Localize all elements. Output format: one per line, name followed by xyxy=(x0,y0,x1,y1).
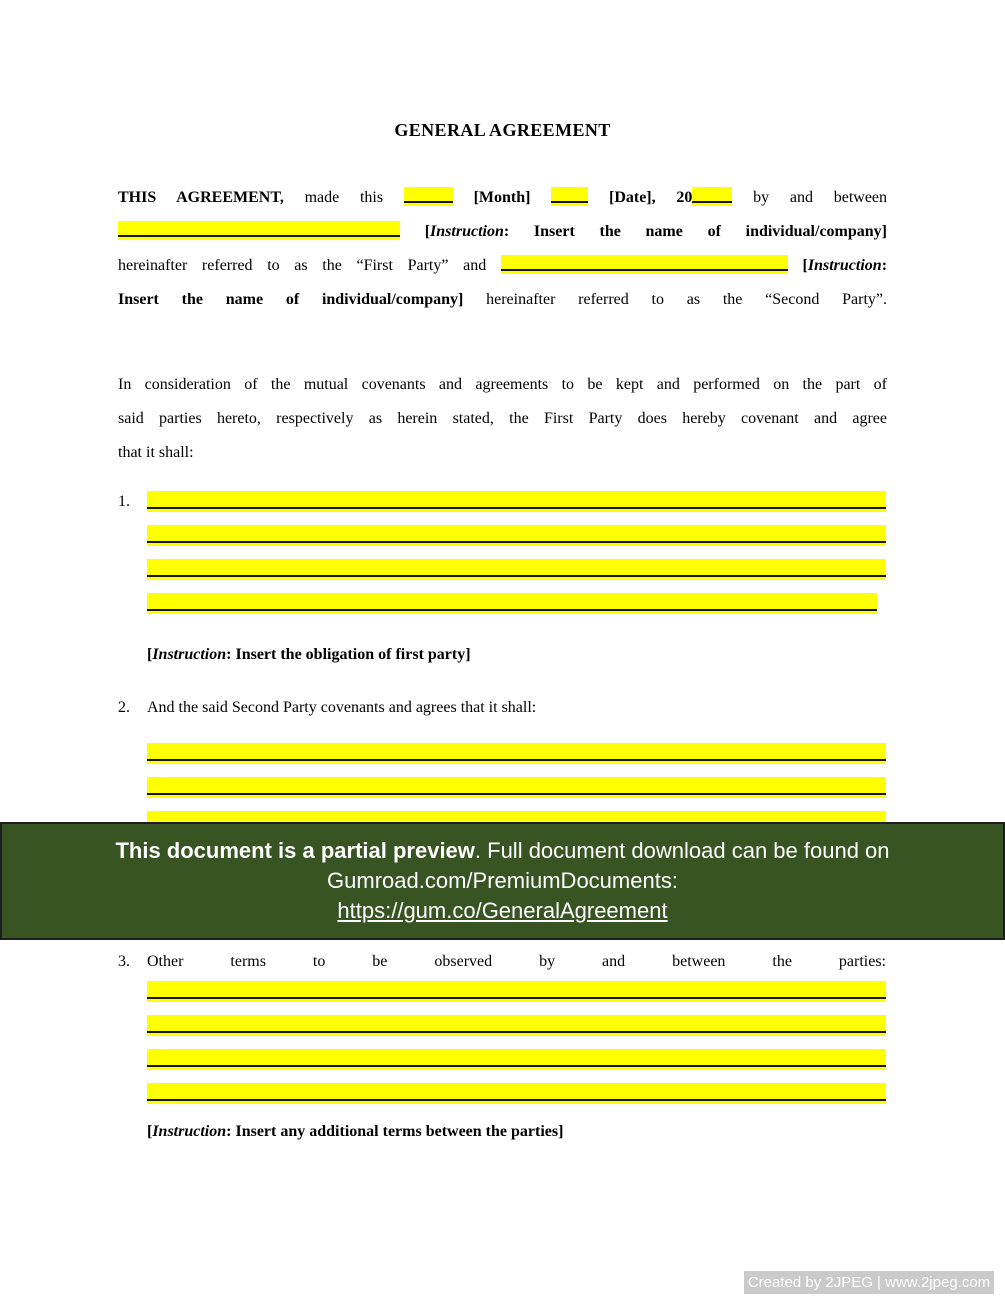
bracket-open: [ xyxy=(147,646,153,663)
opening-line-4 xyxy=(118,283,887,317)
banner-regular-text: . Full document download can be found on xyxy=(474,838,890,863)
banner-line-3 xyxy=(2,896,1003,926)
banner-bold-text: This document is a partial preview xyxy=(115,838,475,863)
bracket-open: [ xyxy=(147,1123,153,1140)
opening-line-1 xyxy=(118,181,887,215)
consideration-line-2: said parties hereto, respectively as herein stated, the First Party does hereby covenant and agree xyxy=(118,410,887,427)
bracket-close: ] xyxy=(458,291,464,308)
opening-line-2 xyxy=(118,215,887,249)
instruction-text: : Insert the name of individual/company] xyxy=(503,223,887,240)
bracket-open: [ xyxy=(802,257,808,274)
instruction-first-party xyxy=(425,223,887,240)
instruction-second-party-end: Insert the name of individual/company xyxy=(118,291,458,308)
year-blank-field xyxy=(692,187,732,206)
instruction-item-1 xyxy=(147,645,471,665)
instruction-word: Instruction xyxy=(152,1123,227,1140)
gumroad-link[interactable]: https://gum.co/GeneralAgreement xyxy=(337,898,668,923)
instruction-text: : Insert the obligation of first party] xyxy=(226,646,471,663)
first-party-reference-text: hereinafter referred to as the “First Party” and xyxy=(118,257,487,274)
day-blank-field xyxy=(404,187,453,206)
first-party-name-blank-field xyxy=(118,221,400,240)
instruction-word: Instruction xyxy=(807,257,882,274)
banner-line-1 xyxy=(2,836,1003,866)
item-2-text: And the said Second Party covenants and agrees that it shall: xyxy=(147,699,537,716)
banner-line-2: Gumroad.com/PremiumDocuments: xyxy=(327,868,678,893)
list-number-2: 2. xyxy=(118,699,130,716)
instruction-text: : Insert any additional terms between the parties] xyxy=(226,1123,564,1140)
page-title: GENERAL AGREEMENT xyxy=(394,120,611,140)
highlighted-blank-line xyxy=(147,491,886,512)
consideration-paragraph xyxy=(118,368,887,470)
date-label: [Date], xyxy=(608,189,656,206)
highlighted-blank-line xyxy=(147,525,886,546)
instruction-word: Instruction xyxy=(430,223,504,240)
watermark: Created by 2JPEG | www.2jpeg.com xyxy=(744,1271,994,1294)
second-party-reference-text: hereinafter referred to as the “Second Party”. xyxy=(486,291,888,308)
instruction-item-3 xyxy=(147,1122,563,1142)
by-and-between-text: by and between xyxy=(753,189,888,206)
year-prefix: 20 xyxy=(676,189,693,206)
month-blank-field xyxy=(551,187,588,206)
opening-paragraph xyxy=(118,181,887,317)
instruction-word: Instruction xyxy=(152,646,227,663)
highlighted-blank-line xyxy=(147,1015,886,1036)
highlighted-blank-line xyxy=(147,1049,886,1070)
consideration-line-3: that it shall: xyxy=(118,444,194,461)
item-3-text: Other terms to be observed by and between the parties: xyxy=(147,953,886,970)
partial-preview-banner xyxy=(0,822,1005,940)
highlighted-blank-line xyxy=(147,559,886,580)
made-this-text: made this xyxy=(304,189,384,206)
second-party-name-blank-field xyxy=(501,255,788,274)
list-number-3: 3. xyxy=(118,953,130,970)
instruction-second-party-start xyxy=(803,257,887,274)
colon: : xyxy=(881,257,888,274)
highlighted-blank-line xyxy=(147,743,886,764)
month-label: [Month] xyxy=(473,189,531,206)
highlighted-blank-line xyxy=(147,981,886,1002)
highlighted-blank-line xyxy=(147,777,886,798)
highlighted-blank-line xyxy=(147,593,877,614)
highlighted-blank-line xyxy=(147,1083,886,1104)
bracket-open: [ xyxy=(424,223,431,240)
consideration-line-1: In consideration of the mutual covenants and agreements to be kept and performed on the part of xyxy=(118,376,887,393)
agreement-lead-in: THIS AGREEMENT, xyxy=(118,189,284,206)
list-number-1: 1. xyxy=(118,493,130,510)
opening-line-3 xyxy=(118,249,887,283)
